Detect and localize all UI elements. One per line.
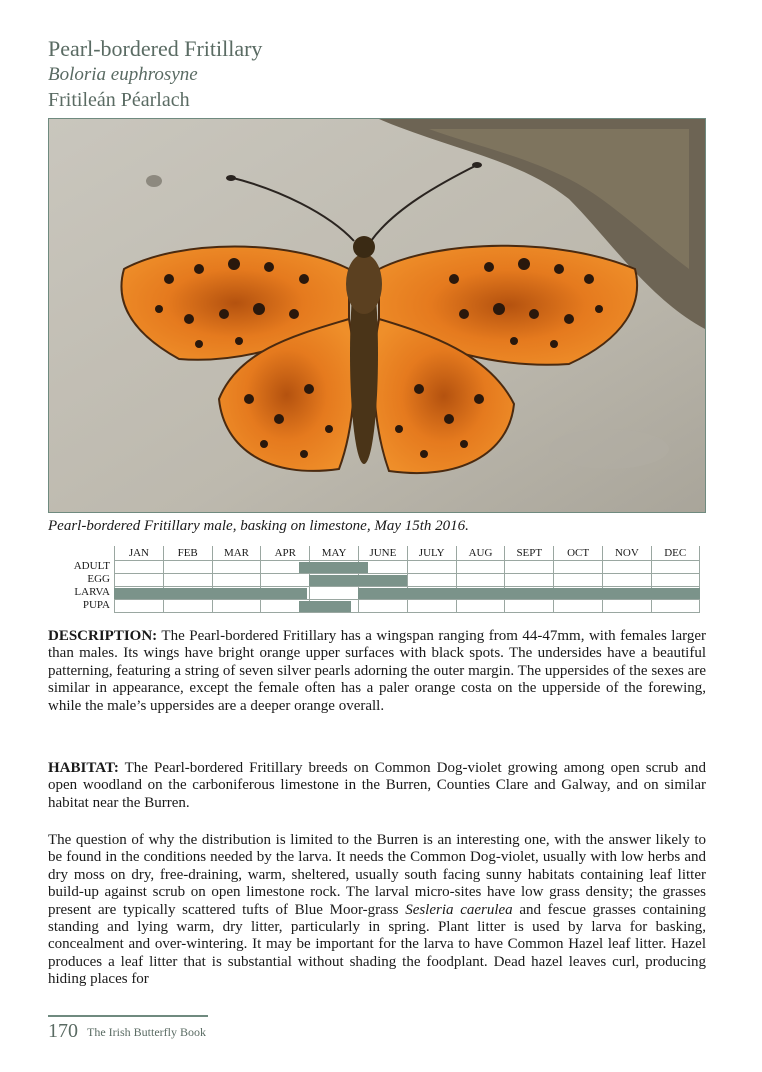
- calendar-cell: [504, 600, 553, 613]
- calendar-row-pupa: [60, 599, 700, 612]
- month-feb: FEB: [163, 546, 212, 560]
- butterfly-photo: [48, 118, 706, 513]
- row-grid: [114, 560, 700, 573]
- row-label-pupa: PUPA: [82, 599, 110, 611]
- calendar-cell: [163, 600, 212, 613]
- month-oct: OCT: [553, 546, 602, 560]
- photo-caption: Pearl-bordered Fritillary male, basking on limestone, May 15th 2016.: [48, 518, 469, 534]
- distribution-paragraph: [48, 832, 706, 989]
- habitat-heading: HABITAT:: [48, 760, 119, 776]
- butterfly-illustration: [49, 119, 705, 512]
- month-nov: NOV: [602, 546, 651, 560]
- calendar-cell: [651, 600, 700, 613]
- species-italic-name: Sesleria caerulea: [405, 901, 513, 918]
- book-title: The Irish Butterfly Book: [87, 1025, 206, 1039]
- habitat-paragraph: [48, 760, 706, 812]
- distribution-text-start: The question of why the distribution is limited to the Burren is an interesting one, with the answer likely to be found in the conditions needed by the larva. It needs the Common Dog-violet, usually with low herbs and dry moss on dry, free-draining, warm, sheltered, usually south facing sunny habitats containing leaf litter build-up against scrub on open limestone rock. The larval micro-sites have low grass density; the grasses present are typically scattered tufts of Blue Moor-grass: [48, 832, 706, 918]
- month-apr: APR: [260, 546, 309, 560]
- month-dec: DEC: [651, 546, 700, 560]
- calendar-cell: [114, 600, 163, 613]
- species-common-name: Pearl-bordered Fritillary: [48, 36, 263, 61]
- month-jul: JULY: [407, 546, 456, 560]
- calendar-row-adult: [60, 560, 700, 573]
- calendar-month-header: [114, 546, 700, 560]
- row-grid: [114, 573, 700, 586]
- calendar-cell: [212, 600, 261, 613]
- period-bar-pupa: [299, 601, 350, 612]
- calendar-cell: [553, 600, 602, 613]
- row-label-larva: LARVA: [74, 586, 110, 598]
- month-may: MAY: [309, 546, 358, 560]
- species-irish-name: Fritileán Péarlach: [48, 89, 190, 111]
- distribution-text-end: and fescue grasses containing standing and lying warm, dry litter, particularly in spring. Plant litter is used by larva for basking, concealment and over-wintering. It may be important for the larva to have Common Hazel leaf litter. Hazel produces a leaf litter that is substantial without shading the foodplant. Dead hazel leaves curl, producing hiding places for: [48, 901, 706, 988]
- footer-rule: [48, 1015, 208, 1017]
- calendar-row-larva: [60, 586, 700, 599]
- species-latin-name: Boloria euphrosyne: [48, 64, 198, 85]
- month-aug: AUG: [456, 546, 505, 560]
- month-sep: SEPT: [504, 546, 553, 560]
- period-bar-egg: [309, 575, 407, 586]
- page-number: 170: [48, 1020, 78, 1042]
- period-bar-adult: [299, 562, 367, 573]
- habitat-text: The Pearl-bordered Fritillary breeds on Common Dog-violet growing among open scrub and open woodland on the carboniferous limestone in the Burren, Counties Clare and Galway, and on similar habitat near the Burren.: [48, 760, 706, 811]
- month-mar: MAR: [212, 546, 261, 560]
- month-jun: JUNE: [358, 546, 407, 560]
- period-bar-larva: [114, 588, 307, 599]
- period-bar-larva: [358, 588, 700, 599]
- row-label-adult: ADULT: [73, 560, 110, 572]
- row-grid: [114, 599, 700, 613]
- calendar-cell: [407, 600, 456, 613]
- calendar-cell: [358, 600, 407, 613]
- calendar-cell: [602, 600, 651, 613]
- description-text: The Pearl-bordered Fritillary has a wingspan ranging from 44-47mm, with females larger than males. Its wings have bright orange upper surfaces with black spots. The undersides have a beautiful patterning, featuring a string of seven silver pearls adorning the outer margin. The uppersides of the sexes are similar in appearance, except the female often has a paler orange costa on the upperside of the forewing, while the male’s uppersides are a deeper orange overall.: [48, 628, 706, 714]
- calendar-cell: [456, 600, 505, 613]
- description-paragraph: [48, 628, 706, 715]
- description-heading: DESCRIPTION:: [48, 628, 158, 644]
- calendar-row-egg: [60, 573, 700, 586]
- row-grid: [114, 586, 700, 599]
- row-label-egg: EGG: [87, 573, 110, 585]
- month-jan: JAN: [114, 546, 163, 560]
